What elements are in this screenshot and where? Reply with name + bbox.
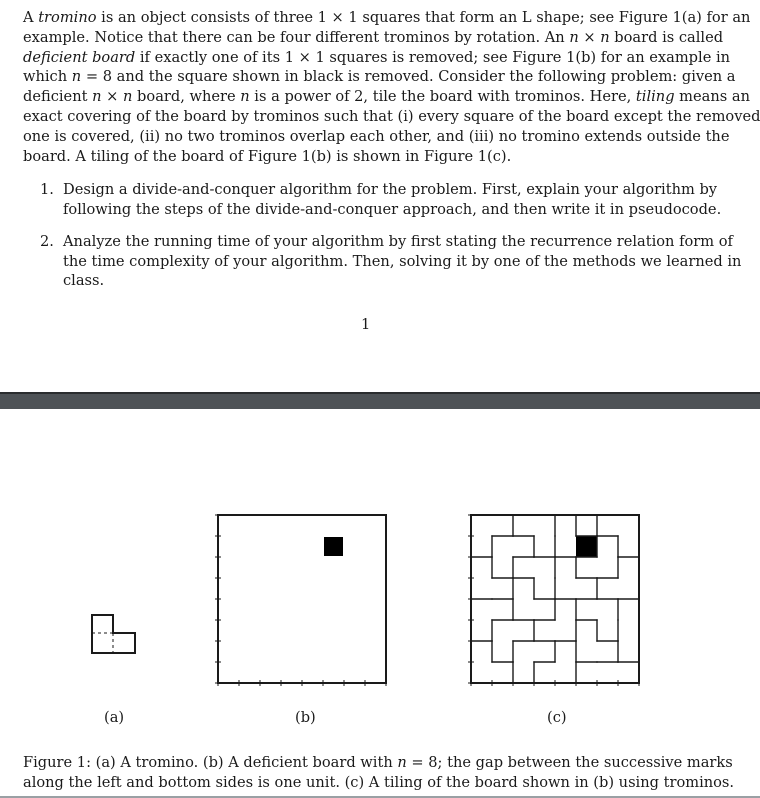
question-line: Analyze the running time of your algorithm by first stating the recurrence relation form of [63, 233, 733, 251]
page-break-divider [0, 392, 760, 409]
page-number: 1 [361, 316, 371, 333]
paragraph-line: which n = 8 and the square shown in black is removed. Consider the following problem: given a [23, 68, 736, 86]
question-list [40, 180, 742, 291]
deficient-board [215, 515, 386, 686]
page-break-edge [0, 392, 760, 394]
question-number: 1. [40, 181, 54, 198]
paragraph-line: board. A tiling of the board of Figure 1(b) is shown in Figure 1(c). [23, 147, 512, 165]
question-line: class. [63, 272, 105, 290]
label-c: (c) [547, 709, 567, 726]
removed-square [324, 537, 343, 556]
caption-line: along the left and bottom sides is one unit. (c) A tiling of the board shown in (b) using trominos. [23, 774, 735, 791]
removed-square [576, 536, 597, 557]
paragraph-line: one is covered, (ii) no two trominos overlap each other, and (iii) no tromino extends outside the [23, 127, 730, 145]
question-number: 2. [40, 233, 54, 251]
question-line: Design a divide-and-conquer algorithm for the problem. First, explain your algorithm by [63, 181, 718, 198]
tiled-board [468, 515, 639, 686]
problem-paragraph [23, 8, 760, 166]
figure-caption [23, 753, 735, 793]
figure-1 [0, 490, 760, 700]
caption-line: Figure 1: (a) A tromino. (b) A deficient board with n = 8; the gap between the successive marks [23, 754, 733, 771]
paragraph-line: A tromino is an object consists of three 1 × 1 squares that form an L shape; see Figure 1(a) for an [23, 9, 751, 26]
question-line: the time complexity of your algorithm. Then, solving it by one of the methods we learned in [63, 252, 742, 270]
label-b: (b) [295, 709, 316, 726]
paragraph-line: example. Notice that there can be four different trominos by rotation. An n × n board is called [23, 28, 724, 46]
paragraph-line: deficient board if exactly one of its 1 × 1 squares is removed; see Figure 1(b) for an example in [23, 48, 731, 66]
label-a: (a) [104, 709, 125, 726]
paragraph-line: exact covering of the board by trominos such that (i) every square of the board except the removed [23, 107, 760, 125]
question-line: following the steps of the divide-and-conquer approach, and then write it in pseudocode. [63, 200, 722, 218]
tromino-example [92, 615, 135, 653]
paragraph-line: deficient n × n board, where n is a power of 2, tile the board with trominos. Here, tiling means an [23, 88, 750, 106]
board-outline [218, 515, 386, 683]
question-item [40, 232, 742, 291]
question-item [40, 180, 722, 219]
